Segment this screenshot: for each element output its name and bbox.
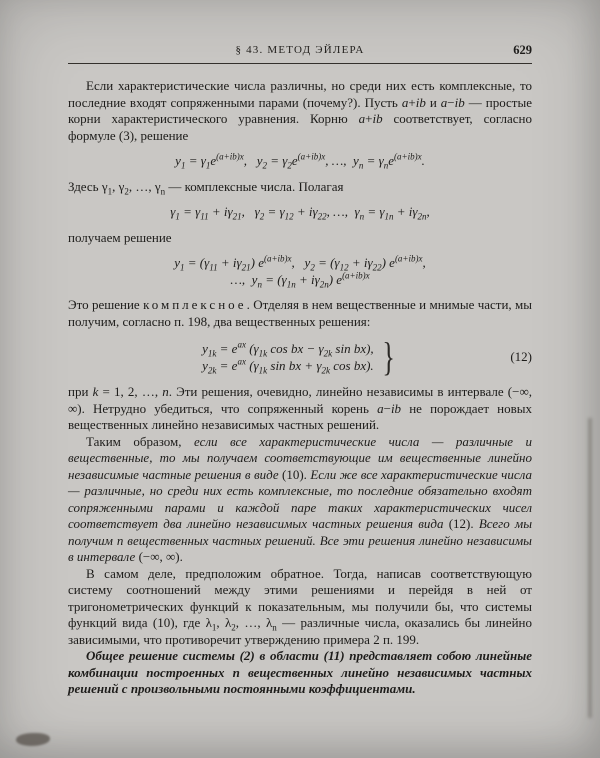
equation-12-line2: $y_{2k} = e^{ax}$ ($\gamma_{1k}$ sin bx + $\gamma_{2k}$ cos bx).	[202, 356, 374, 376]
header-rule	[68, 63, 532, 64]
paragraph-get-solution: получаем решение	[68, 229, 172, 245]
brace-icon: }	[382, 333, 395, 379]
page-number: 629	[513, 43, 532, 57]
scan-edge-shadow	[588, 418, 592, 718]
paragraph-thus: Таким образом, если все характеристические числа — различные и вещественные, то мы получаем соответствующие им вещественные линейно независимые частные решения в виде (10). Если же все характеристические числа — различные, но среди них есть комплексные, то последние обязательно входят сопряженными парами и каждой паре таких характеристических чисел соответствует два линейно независимых частных решения вида (12). Всего мы получим n вещественных частных решений. Все эти решения линейно независимы в интервале (−∞, ∞).	[68, 433, 533, 564]
paragraph-intro: Если характеристические числа различны, но среди них есть комплексные, то последние входят сопряженными парами (почему?). Пусть a+ib и a−ib — простые корни характеристического уравнения. Корню a+ib соответствует, согласно формуле (3), решение	[68, 78, 533, 143]
equation-12-line1: $y_{1k} = e^{ax}$ ($\gamma_{1k}$ cos bx − $\gamma_{2k}$ sin bx),	[202, 339, 374, 359]
formula-solution-expanded-line2: …, $y_n = (\gamma_{1n} + i\gamma_{2n})$ $e^{(a+ib)x}$	[230, 270, 370, 290]
paragraph-proof: В самом деле, предположим обратное. Тогда, написав соответствующую систему соотношений между этими решениями и перейдя в ней от тригонометрических функций к показательным, мы получили бы, что системы функций вида (10), где $\lambda_1$, $\lambda_2$, …, $\lambda_n$ — различные числа, оказались бы линейно зависимыми, что противоречит утверждению примера 2 п. 199.	[68, 565, 532, 647]
formula-gamma-decomposition: $\gamma_1 = \gamma_{11} + i\gamma_{21}$, $\gamma_2 = \gamma_{12} + i\gamma_{22}$, …, $\gamma_n = \gamma_{1n} + i\gamma_{2n}$,	[170, 204, 430, 222]
section-title: § 43. МЕТОД ЭЙЛЕРА	[235, 44, 365, 56]
equation-number: (12)	[510, 348, 532, 364]
paragraph-gamma-complex: Здесь $\gamma_1$, $\gamma_2$, …, $\gamma_n$ — комплексные числа. Полагая	[68, 178, 344, 197]
paragraph-independence: при k = 1, 2, …, n. Эти решения, очевидно, линейно независимы в интервале (−∞, ∞). Нетрудно убедиться, что сопряженный корень a−ib не порождает новых вещественных линейно независимых частных решений.	[68, 384, 532, 432]
paragraph-complex-separation: Это решение комплексное. Отделяя в нем вещественные и мнимые части, мы получим, согласно п. 198, два вещественных решения:	[68, 297, 533, 329]
formula-solution-expanded	[68, 255, 532, 288]
scan-smudge	[16, 733, 50, 746]
formula-complex-solution: $y_1 = \gamma_1e^{(a+ib)x}$, $y_2 = \gamma_2e^{(a+ib)x}$, …, $y_n = \gamma_ne^{(a+ib)x}$.	[175, 151, 425, 171]
equation-12-lines	[202, 340, 374, 374]
running-head	[68, 44, 532, 60]
paragraph-general-solution: Общее решение системы (2) в области (11) представляет собою линейные комбинации построенных n вещественных линейно независимых частных решений с произвольными постоянными коэффициентами.	[68, 648, 532, 696]
formula-solution-expanded-line1: $y_1 = (\gamma_{11} + i\gamma_{21})$ $e^{(a+ib)x}$, $y_2 = (\gamma_{12} + i\gamma_{22})$ $e^{(a+ib)x}$,	[174, 253, 426, 273]
page-body	[68, 78, 532, 698]
equation-12	[68, 333, 532, 379]
